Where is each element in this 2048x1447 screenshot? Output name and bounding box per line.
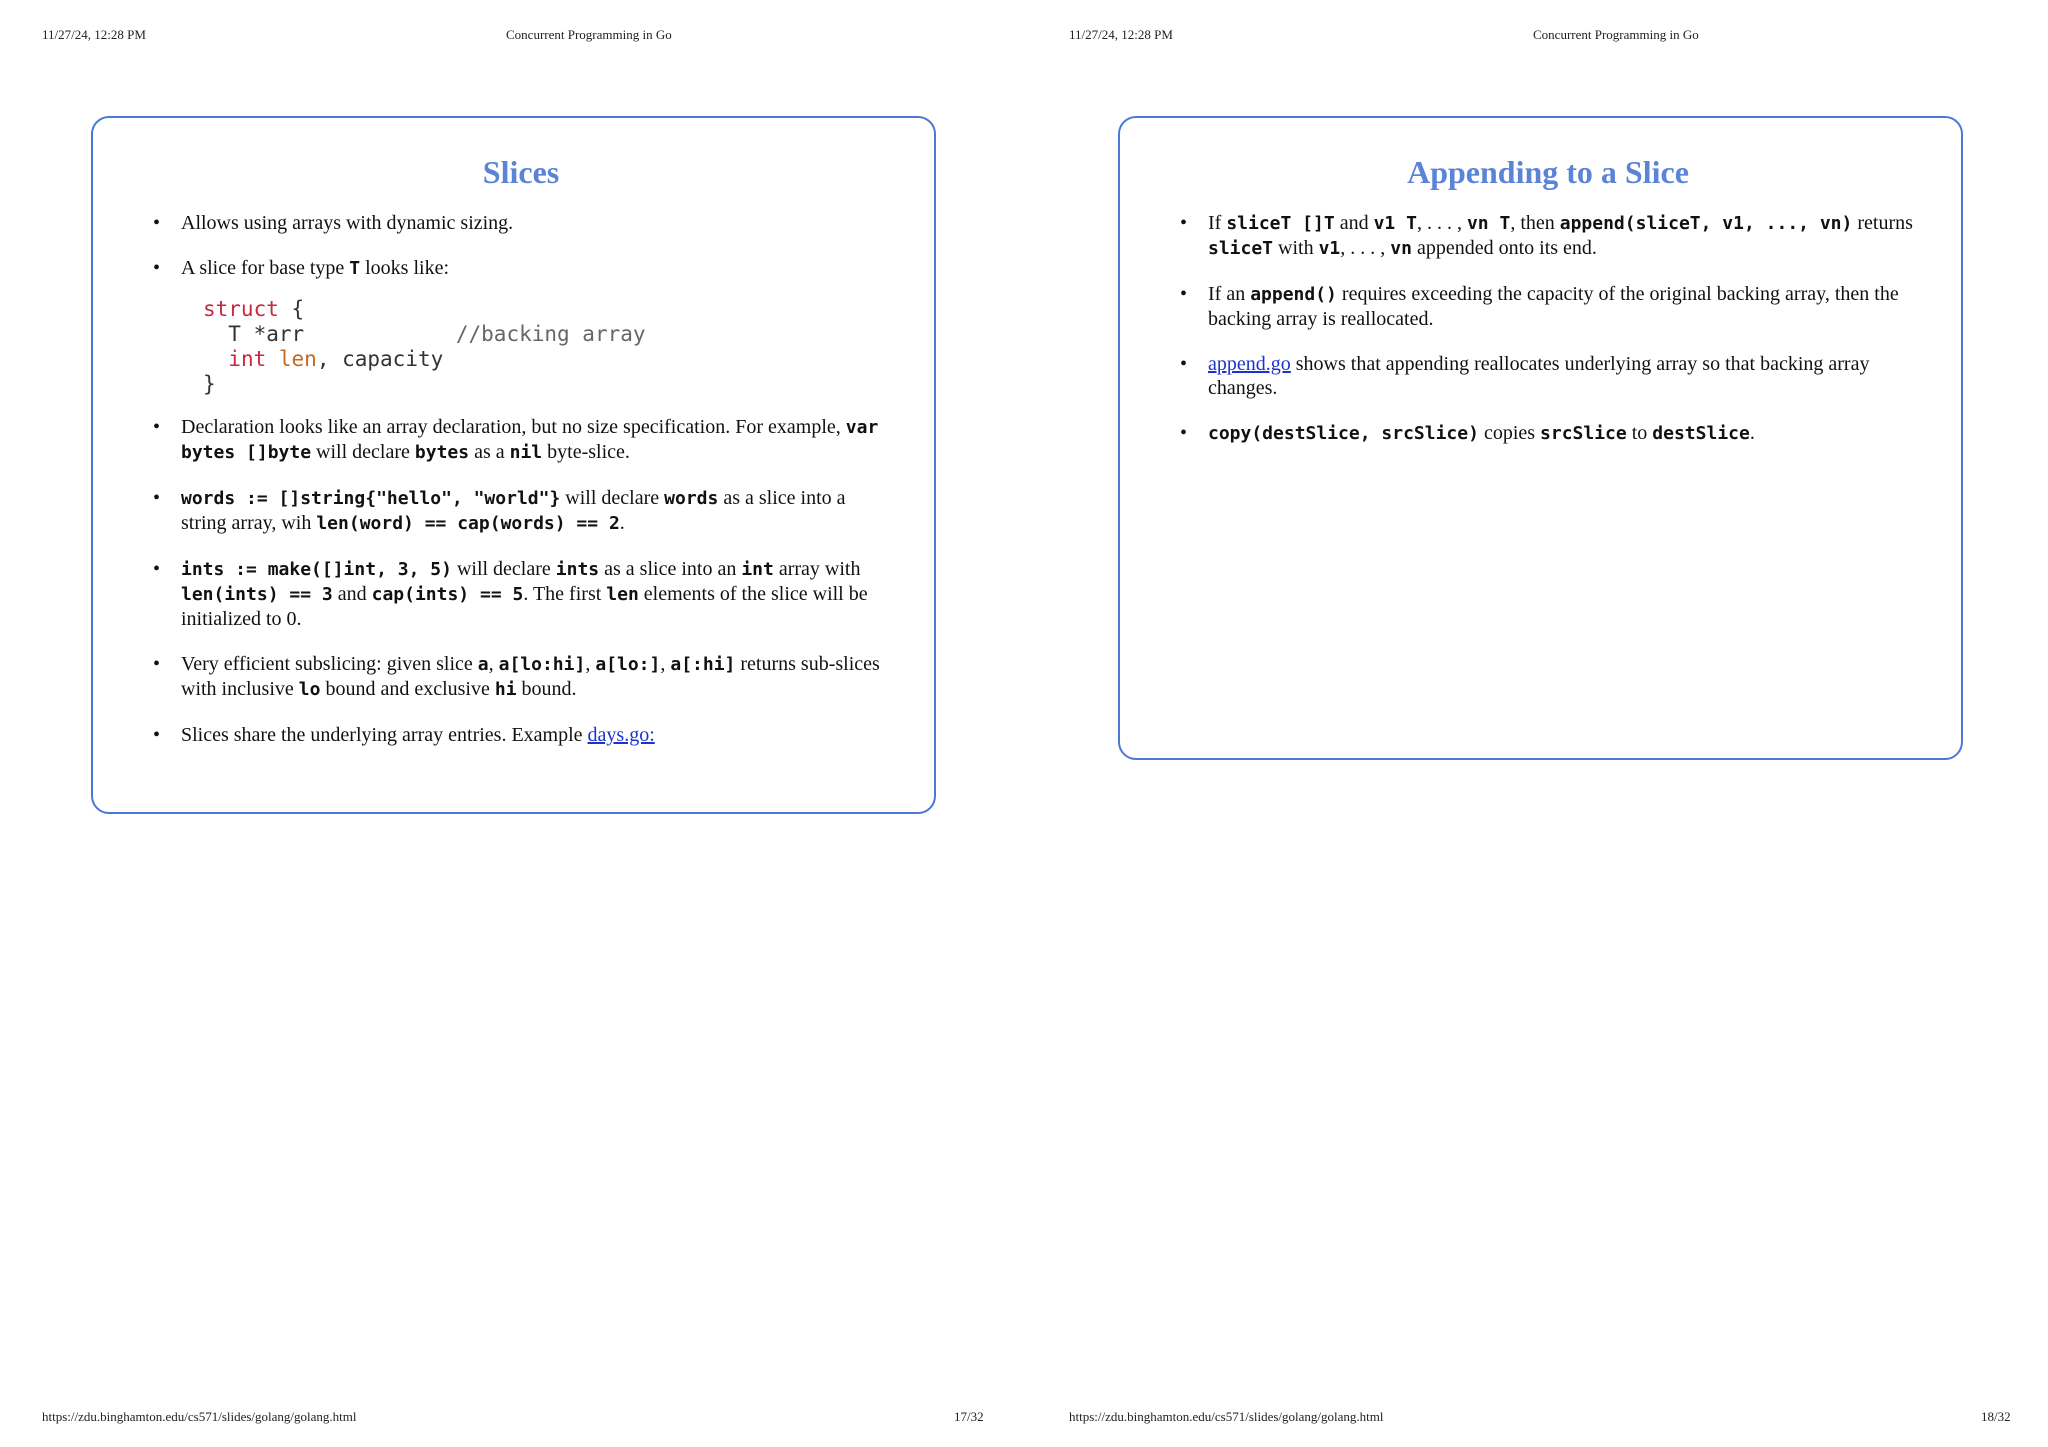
print-header-date: 11/27/24, 12:28 PM	[1069, 27, 1173, 42]
list-item: • If an append() requires exceeding the capacity of the original backing array, then the backing array is reallocated.	[1180, 282, 1916, 331]
print-header-date: 11/27/24, 12:28 PM	[42, 27, 146, 42]
list-item: • If sliceT []T and v1 T, . . . , vn T, then append(sliceT, v1, ..., vn) returns sliceT with v1, . . . , vn appended onto its end.	[1180, 211, 1916, 261]
append-go-link[interactable]: append.go	[1208, 353, 1291, 375]
list-item: • ints := make([]int, 3, 5) will declare ints as a slice into an int array with len(ints) == 3 and cap(ints) == 5. The first len elements of the slice will be initialized to 0.	[153, 557, 889, 631]
bullet-list	[153, 415, 889, 747]
list-item: • append.go shows that appending reallocates underlying array so that backing array changes.	[1180, 352, 1916, 400]
slide-title: Slices	[482, 154, 560, 190]
print-footer-page: 17/32	[954, 1409, 984, 1424]
print-footer-url: https://zdu.binghamton.edu/cs571/slides/golang/golang.html	[42, 1409, 357, 1424]
days-go-link[interactable]: days.go:	[587, 724, 655, 746]
print-footer-url: https://zdu.binghamton.edu/cs571/slides/golang/golang.html	[1069, 1409, 1384, 1424]
list-item: • Allows using arrays with dynamic sizing.	[153, 211, 889, 235]
list-item: • Very efficient subslicing: given slice a, a[lo:hi], a[lo:], a[:hi] returns sub-slices with inclusive lo bound and exclusive hi bound.	[153, 652, 889, 702]
print-header-title: Concurrent Programming in Go	[1533, 27, 1699, 42]
print-footer-page: 18/32	[1981, 1409, 2011, 1424]
list-item: • copy(destSlice, srcSlice) copies srcSlice to destSlice.	[1180, 421, 1916, 446]
slide-title: Appending to a Slice	[1407, 154, 1689, 190]
slide-appending	[1118, 116, 1963, 760]
list-item: • Declaration looks like an array declaration, but no size specification. For example, var bytes []byte will declare bytes as a nil byte-slice.	[153, 415, 889, 465]
bullet-list	[153, 211, 889, 281]
slide-slices	[91, 116, 936, 814]
code-block: struct { T *arr //backing array int len, capacity }	[203, 297, 646, 396]
list-item: • words := []string{"hello", "world"} will declare words as a slice into a string array, wih len(word) == cap(words) == 2.	[153, 486, 889, 536]
list-item: • Slices share the underlying array entries. Example days.go:	[153, 723, 889, 747]
bullet-list	[1180, 211, 1916, 446]
print-header-title: Concurrent Programming in Go	[506, 27, 672, 42]
list-item: • A slice for base type T looks like:	[153, 256, 889, 281]
